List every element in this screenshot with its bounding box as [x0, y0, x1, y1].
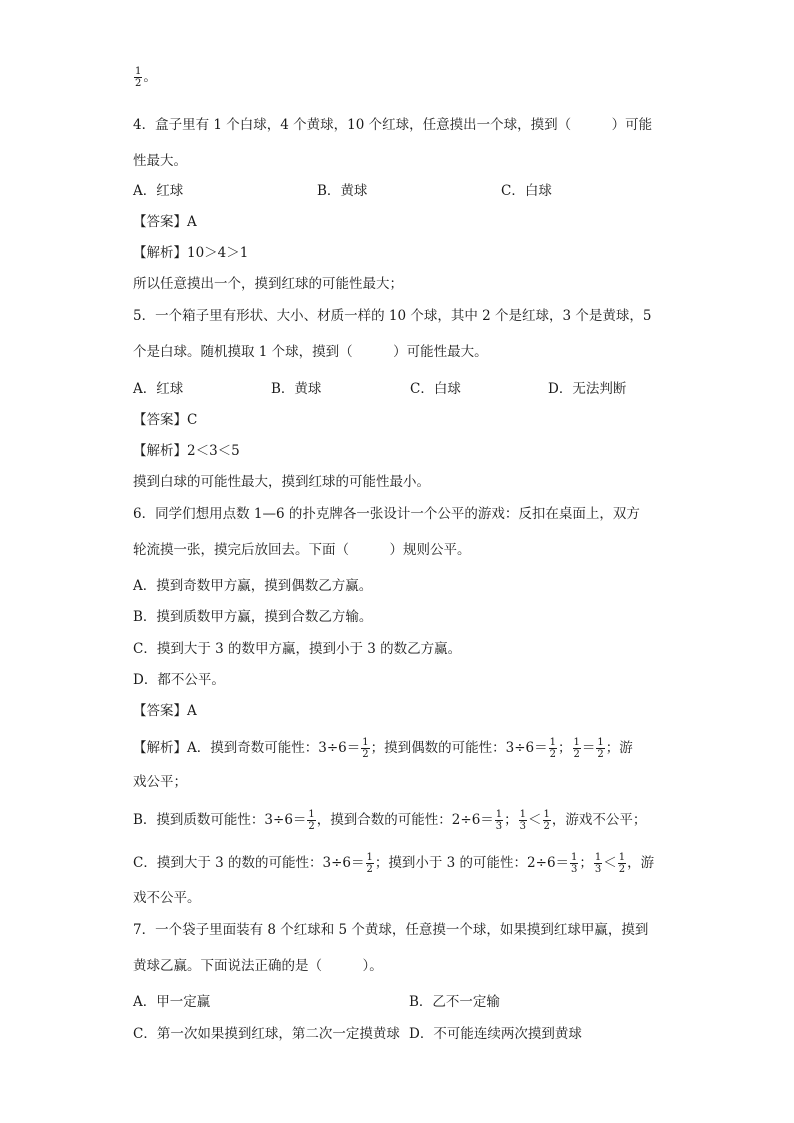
q6-explanation-a: 【解析】A．摸到奇数可能性：3÷6＝ $\frac{1}{2}$ ；摸到偶数的可能性：3÷6＝ $\frac{1}{2}$ ； $\frac{1}{2}$ ＝ $\frac{1}{2}$ ；游	[133, 737, 633, 760]
q6-stem-line1: 6．同学们想用点数 1—6 的扑克牌各一张设计一个公平的游戏：反扣在桌面上，双方	[133, 506, 640, 522]
q5-option-c: C．白球	[410, 381, 461, 397]
q5-answer: 【答案】C	[133, 412, 198, 428]
q4-explanation-detail: 所以任意摸出一个，摸到红球的可能性最大；	[133, 276, 403, 292]
fraction: $\frac{1}{3}$	[594, 852, 602, 875]
q4-stem-line2: 性最大。	[133, 153, 187, 169]
fraction: $\frac{1}{2}$	[362, 737, 369, 760]
fraction: $\frac{1}{2}$	[135, 66, 142, 89]
q7-option-b: B．乙不一定输	[409, 994, 500, 1010]
q5-stem-line2: 个是白球。随机摸取 1 个球，摸到（ ）可能性最大。	[133, 344, 488, 360]
q5-explanation: 【解析】2＜3＜5	[133, 443, 240, 459]
fraction: $\frac{1}{2}$	[618, 852, 626, 875]
q4-option-c: C．白球	[501, 183, 552, 199]
fraction: $\frac{1}{2}$	[308, 809, 315, 832]
fraction: $\frac{1}{3}$	[519, 809, 527, 832]
prev-answer-tail: $\frac{1}{2}$ 。	[135, 66, 157, 89]
q4-stem-line1: 4．盒子里有 1 个白球，4 个黄球，10 个红球，任意摸出一个球，摸到（ ）可能	[133, 117, 653, 133]
fraction: $\frac{1}{2}$	[366, 852, 373, 875]
q6-explanation-a-cont: 戏公平；	[133, 774, 187, 790]
q5-explanation-detail: 摸到白球的可能性最大，摸到红球的可能性最小。	[133, 474, 430, 490]
q4-option-b: B．黄球	[317, 183, 368, 199]
q6-explanation-b: B．摸到质数可能性：3÷6＝ $\frac{1}{2}$ ，摸到合数的可能性：2÷6＝ $\frac{1}{3}$ ； $\frac{1}{3}$ ＜ $\frac{1}{2}$ ，游戏不公平；	[133, 809, 647, 832]
q4-explanation: 【解析】10＞4＞1	[133, 245, 249, 261]
q6-option-c: C．摸到大于 3 的数甲方赢，摸到小于 3 的数乙方赢。	[133, 641, 462, 657]
fraction: $\frac{1}{3}$	[495, 809, 503, 832]
q5-option-a: A．红球	[133, 381, 184, 397]
q6-explanation-c: C．摸到大于 3 的数的可能性：3÷6＝ $\frac{1}{2}$ ；摸到小于 3 的可能性：2÷6＝ $\frac{1}{3}$ ； $\frac{1}{3}$ ＜ $\frac{1}{2}$ ，游	[133, 852, 655, 875]
fraction: $\frac{1}{2}$	[549, 737, 556, 760]
q6-explanation-c-cont: 戏不公平。	[133, 890, 201, 906]
fraction: $\frac{1}{2}$	[597, 737, 604, 760]
fraction: $\frac{1}{2}$	[573, 737, 580, 760]
q4-option-a: A．红球	[133, 183, 184, 199]
q5-option-b: B．黄球	[271, 381, 322, 397]
fraction: $\frac{1}{3}$	[571, 852, 578, 875]
q6-answer: 【答案】A	[133, 703, 197, 719]
q6-stem-line2: 轮流摸一张，摸完后放回去。下面（ ）规则公平。	[133, 542, 471, 558]
q5-option-d: D．无法判断	[548, 381, 627, 397]
q4-answer: 【答案】A	[133, 214, 197, 230]
q5-stem-line1: 5．一个箱子里有形状、大小、材质一样的 10 个球，其中 2 个是红球，3 个是黄球，5	[133, 308, 652, 324]
q7-stem-line1: 7．一个袋子里面装有 8 个红球和 5 个黄球，任意摸一个球，如果摸到红球甲赢，摸到	[133, 922, 649, 938]
q7-option-c: C．第一次如果摸到红球，第二次一定摸黄球	[133, 1026, 400, 1042]
q7-option-a: A．甲一定赢	[133, 994, 211, 1010]
q7-option-d: D．不可能连续两次摸到黄球	[409, 1026, 582, 1042]
q6-option-b: B．摸到质数甲方赢，摸到合数乙方输。	[133, 609, 373, 625]
q6-option-d: D．都不公平。	[133, 672, 225, 688]
q7-stem-line2: 黄球乙赢。下面说法正确的是（ ）。	[133, 958, 383, 974]
q6-option-a: A．摸到奇数甲方赢，摸到偶数乙方赢。	[133, 578, 373, 594]
fraction: $\frac{1}{2}$	[543, 809, 550, 832]
